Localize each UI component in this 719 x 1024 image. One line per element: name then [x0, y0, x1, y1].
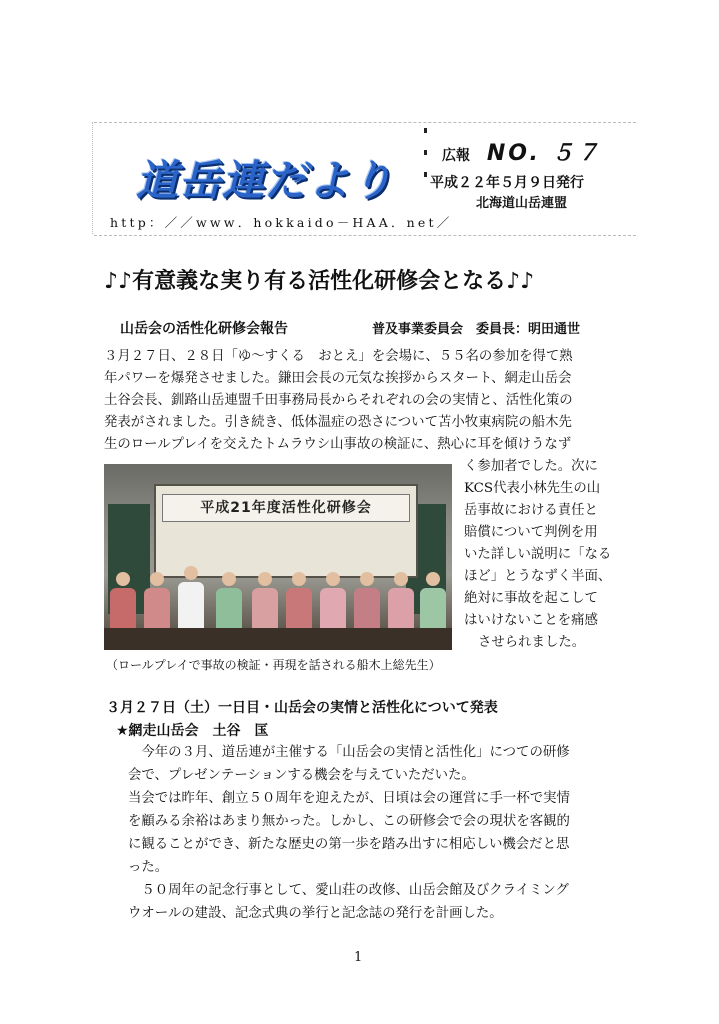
body-line: った。	[128, 860, 169, 875]
participant	[388, 572, 414, 636]
report-subheading: 山岳会の活性化研修会報告	[120, 321, 288, 337]
masthead-frame-left-edge	[92, 122, 97, 234]
participant	[144, 572, 170, 636]
publication-date: 平成２２年５月９日発行	[430, 175, 584, 191]
intro-side-line: 賠償について判例を用	[464, 525, 598, 540]
intro-line: 土谷会長、釧路山岳連盟千田事務局長からそれぞれの会の実情と、活性化策の	[104, 393, 573, 408]
intro-side-line: く参加者でした。次に	[464, 459, 598, 474]
intro-line: ３月２７日、２８日「ゆ～すくる おとえ」を会場に、５５名の参加を得て熟	[104, 349, 573, 364]
intro-side-line: いた詳しい説明に「なる	[464, 547, 612, 562]
body-line: 当会では昨年、創立５０周年を迎えたが、日頃は会の運営に手一杯で実情	[128, 791, 570, 806]
intro-side-line: KCS代表小林先生の山	[464, 481, 601, 496]
website-url[interactable]: http：／／www．hokkaido－HAA．net／	[110, 215, 453, 230]
intro-side-line: 絶対に事故を起こして	[464, 591, 598, 606]
section-title: ３月２７日（土）一日目・山岳会の実情と活性化について発表	[106, 700, 498, 716]
audience-heads	[104, 628, 452, 650]
seminar-banner: 平成21年度活性化研修会	[162, 494, 410, 522]
headline: ♪♪有意義な実り有る活性化研修会となる♪♪	[104, 269, 535, 294]
vertical-marks	[424, 128, 428, 188]
committee-byline: 普及事業委員会 委員長：明田通世	[372, 322, 581, 337]
photo-caption: （ロールプレイで事故の検証・再現を話される船木上総先生）	[106, 658, 441, 672]
body-line: ５０周年の記念行事として、愛山荘の改修、山岳会館及びクライミング	[128, 883, 569, 898]
newsletter-title: 道岳連だより	[136, 156, 395, 205]
participant	[216, 572, 242, 636]
body-line: を顧みる余裕はあまり無かった。しかし、この研修会で会の現状を客観的	[128, 814, 570, 829]
participant	[320, 572, 346, 636]
intro-side-line: させられました。	[478, 635, 586, 650]
issue-info	[442, 136, 602, 167]
intro-line: 年パワーを爆発させました。鎌田会長の元気な挨拶からスタート、網走山岳会	[104, 371, 572, 386]
participant	[420, 572, 446, 636]
issue-label: 広報	[442, 148, 470, 164]
participant	[354, 572, 380, 636]
participant	[110, 572, 136, 636]
participant	[286, 572, 312, 636]
participant	[252, 572, 278, 636]
intro-side-line: はいけないことを痛感	[464, 613, 598, 628]
body-line: 今年の３月、道岳連が主催する「山岳会の実情と活性化」につての研修	[128, 745, 570, 760]
intro-line: 発表がされました。引き続き、低体温症の恐さについて苫小牧東病院の船木先	[104, 415, 572, 430]
organization-name: 北海道山岳連盟	[476, 196, 568, 211]
speaker	[178, 566, 204, 636]
seminar-photo	[104, 464, 452, 650]
page-number: 1	[354, 950, 363, 965]
body-line: 会で、プレゼンテーションする機会を与えていただいた。	[128, 768, 475, 783]
section-author: ★網走山岳会 土谷 匤	[116, 723, 269, 739]
issue-number: NO. ５７	[486, 141, 602, 166]
intro-side-line: ほど」とうなずく半面、	[464, 569, 612, 584]
body-line: ウオールの建設、記念式典の挙行と記念誌の発行を計画した。	[128, 906, 503, 921]
intro-side-line: 岳事故における責任と	[464, 503, 598, 518]
intro-line: 生のロールプレイを交えたトムラウシ山事故の検証に、熱心に耳を傾けうなず	[104, 437, 572, 452]
body-line: に観ることができ、新たな歴史の第一歩を踏み出すに相応しい機会だと思	[128, 837, 570, 852]
